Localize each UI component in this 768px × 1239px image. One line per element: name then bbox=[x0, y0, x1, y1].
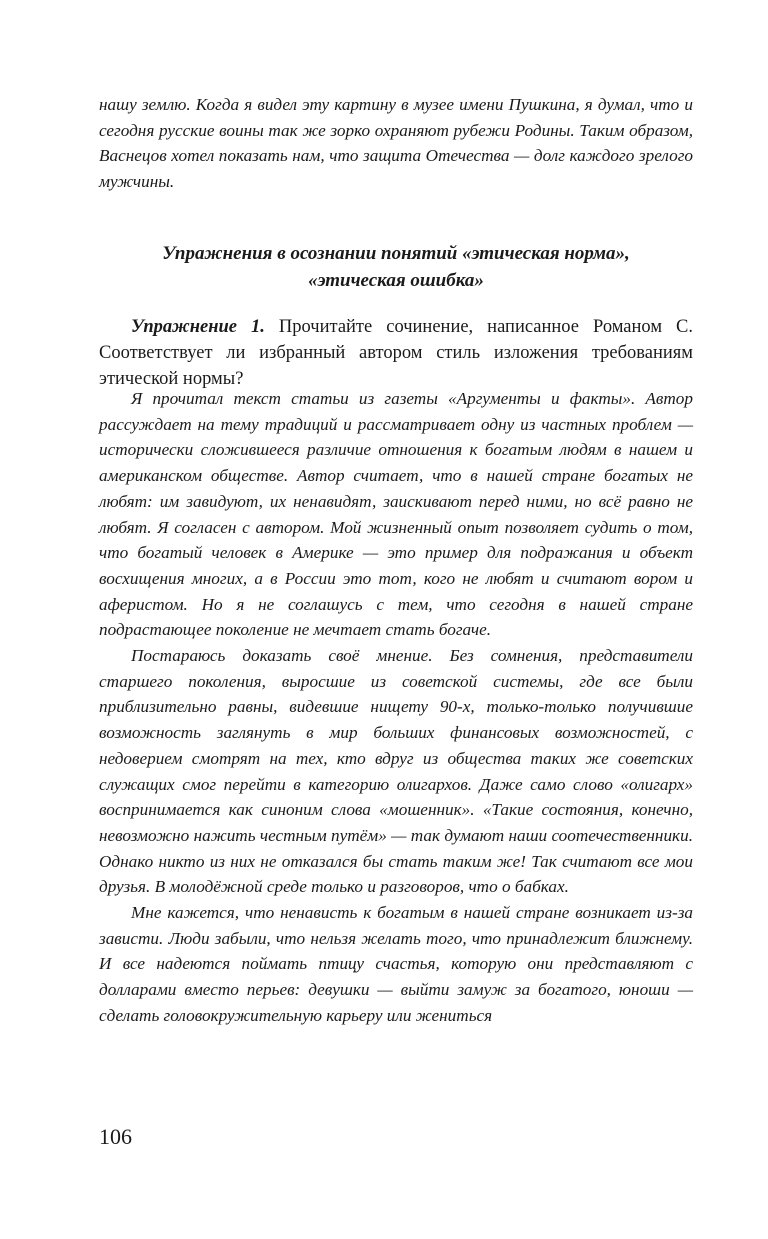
essay-paragraph: Мне кажется, что ненависть к богатым в нашей стране возникает из-за зависти. Люди забыли, что нельзя желать того, что принадлежит ближнему. И все надеются поймать птицу счастья, которую они представляют с долларами вместо перьев: девушки — выйти замуж за богатого, юноши — сделать головокружительную карьеру или жениться bbox=[99, 903, 693, 1025]
section-heading bbox=[99, 240, 693, 294]
section-heading-line-1: Упражнения в осознании понятий «этическая норма», bbox=[162, 243, 630, 264]
essay-paragraph: Постараюсь доказать своё мнение. Без сомнения, представители старшего поколения, выросшие из советской системы, где все были приблизительно равны, видевшие нищету 90-х, только-только получившие возможность заглянуть в мир больших финансовых возможностей, с недоверием смотрят на тех, кто вдруг из общества таких же советских служащих смог перейти в категорию олигархов. Даже само слово «олигарх» воспринимается как синоним слова «мошенник». «Такие состояния, конечно, невозможно нажить честным путём» — так думают наши соотечественники. Однако никто из них не отказался бы стать таким же! Так считают все мои друзья. В молодёжной среде только и разговоров, что о бабках. bbox=[99, 646, 693, 897]
exercise-label: Упражнение 1. bbox=[131, 317, 265, 337]
essay-paragraph: Я прочитал текст статьи из газеты «Аргументы и факты». Автор рассуждает на тему традиций и рассматривает одну из частных проблем — исторически сложившееся различие отношения к богатым людям в нашем и американском обществе. Автор считает, что в нашей стране богатых не любят: им завидуют, их ненавидят, заискивают перед ними, но всё равно не любят. Я согласен с автором. Мой жизненный опыт позволяет судить о том, что богатый человек в Америке — это пример для подражания и объект восхищения многих, а в России это тот, кого не любят и считают вором и аферистом. Но я не соглашусь с тем, что сегодня в нашей стране подрастающее поколение не мечтает стать богаче. bbox=[99, 389, 693, 640]
continued-essay-paragraph: нашу землю. Когда я видел эту картину в музее имени Пушкина, я думал, что и сегодня русские воины так же зорко охраняют рубежи Родины. Таким образом, Васнецов хотел показать нам, что защита Отечества — долг каждого зрелого мужчины. bbox=[99, 95, 693, 192]
section-heading-line-2: «этическая ошибка» bbox=[308, 270, 484, 291]
exercise-text: Прочитайте сочинение, написанное Романом С. Соответствует ли избранный автором стиль изложения требованиям этической нормы? bbox=[99, 317, 694, 389]
exercise-instruction bbox=[99, 314, 693, 392]
essay-body bbox=[99, 386, 693, 1029]
page-number: 106 bbox=[99, 1124, 132, 1149]
